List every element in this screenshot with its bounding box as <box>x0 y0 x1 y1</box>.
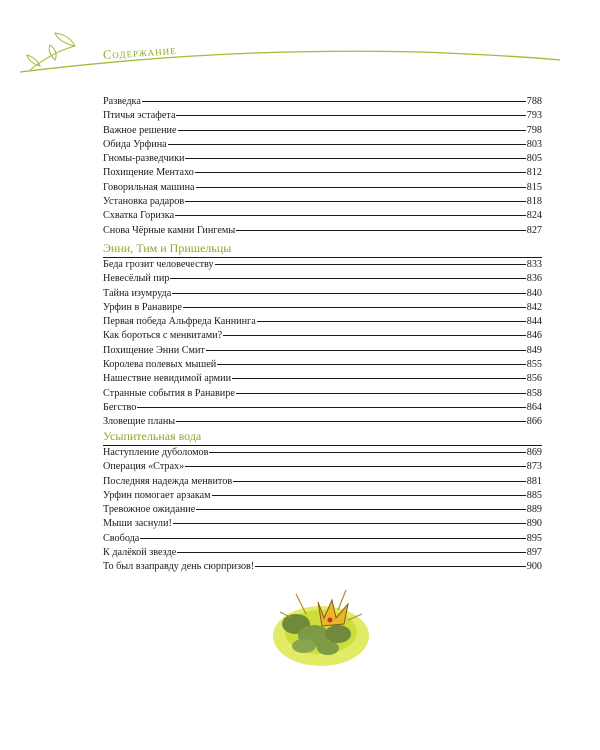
toc-entry-page: 840 <box>526 287 542 299</box>
toc-entry <box>103 315 542 329</box>
toc-section-3 <box>103 428 542 575</box>
toc-leader-line <box>176 115 525 116</box>
toc-leader-line <box>215 264 526 265</box>
toc-leader-line <box>196 509 525 510</box>
toc-section-2 <box>103 240 542 430</box>
toc-leader-line <box>196 187 526 188</box>
toc-leader-line <box>185 158 525 159</box>
section-heading: Усыпительная вода <box>103 428 542 446</box>
toc-entry-page: 873 <box>526 461 542 473</box>
toc-entry-title: Важное решение <box>103 124 177 136</box>
toc-entry-title: Наступление дуболомов <box>103 447 209 458</box>
toc-entry-title: Беда грозит человечеству <box>103 259 214 270</box>
toc-entry-page: 866 <box>526 416 542 428</box>
toc-leader-line <box>142 101 526 102</box>
toc-entry <box>103 517 542 531</box>
toc-entry-page: 890 <box>526 518 542 530</box>
toc-leader-line <box>236 393 526 394</box>
toc-entry-page: 869 <box>526 447 542 458</box>
toc-entry <box>103 401 542 415</box>
toc-leader-line <box>176 421 526 422</box>
toc-entry <box>103 446 542 460</box>
toc-entry <box>103 95 542 109</box>
toc-entry-page: 864 <box>526 401 542 413</box>
toc-entry <box>103 287 542 301</box>
toc-entry-title: Разведка <box>103 96 141 107</box>
toc-entry-title: То был взаправду день сюрпризов! <box>103 561 255 573</box>
toc-entry <box>103 387 542 401</box>
toc-leader-line <box>236 230 526 231</box>
toc-leader-line <box>185 466 526 467</box>
toc-entry <box>103 224 542 238</box>
toc-entry-page: 827 <box>526 224 542 236</box>
toc-entry-page: 805 <box>526 153 542 165</box>
toc-entry <box>103 138 542 152</box>
toc-entry-page: 897 <box>526 547 542 559</box>
toc-entry <box>103 344 542 358</box>
toc-entry-title: Снова Чёрные камни Гингемы <box>103 224 236 236</box>
toc-leader-line <box>232 378 526 379</box>
toc-entry-title: Гномы-разведчики <box>103 153 185 165</box>
toc-entry-page: 824 <box>526 210 542 222</box>
toc-entry <box>103 460 542 474</box>
toc-entry-page: 855 <box>526 359 542 371</box>
toc-entry-page: 793 <box>526 110 542 122</box>
toc-entry-title: Говорильная машина <box>103 181 195 193</box>
toc-entry-page: 858 <box>526 387 542 399</box>
toc-entry-title: Невесёлый пир <box>103 273 170 285</box>
toc-leader-line <box>168 144 526 145</box>
toc-entry-title: Свобода <box>103 532 140 544</box>
toc-entry-page: 815 <box>526 181 542 193</box>
toc-entry-page: 900 <box>526 561 542 573</box>
toc-entry-page: 833 <box>526 259 542 270</box>
toc-leader-line <box>170 278 525 279</box>
toc-entry <box>103 272 542 286</box>
toc-leader-line <box>209 452 525 453</box>
toc-leader-line <box>233 481 526 482</box>
toc-entry-page: 895 <box>526 532 542 544</box>
toc-leader-line <box>223 335 526 336</box>
toc-entry <box>103 503 542 517</box>
toc-entry-title: Птичья эстафета <box>103 110 176 122</box>
toc-leader-line <box>183 307 526 308</box>
toc-entry-page: 788 <box>526 96 542 107</box>
toc-leader-line <box>173 523 526 524</box>
toc-entry-title: Нашествие невидимой армии <box>103 373 232 385</box>
toc-entry-page: 842 <box>526 301 542 313</box>
toc-entry <box>103 195 542 209</box>
toc-entry <box>103 546 542 560</box>
page-header-title: Содержание <box>102 42 178 62</box>
toc-entry-title: Урфин помогает арзакам <box>103 489 211 501</box>
toc-entry-title: Мыши заснули! <box>103 518 172 530</box>
toc-entry-title: К далёкой звезде <box>103 547 177 559</box>
toc-entry-page: 846 <box>526 330 542 342</box>
toc-entry <box>103 209 542 223</box>
toc-entry-title: Похищение Энни Смит <box>103 344 205 356</box>
toc-entry <box>103 181 542 195</box>
toc-leader-line <box>140 538 525 539</box>
toc-leader-line <box>212 495 526 496</box>
toc-entry <box>103 532 542 546</box>
toc-entry-title: Установка радаров <box>103 196 185 208</box>
toc-entry-page: 812 <box>526 167 542 179</box>
toc-entry <box>103 560 542 574</box>
toc-entry-title: Схватка Горизка <box>103 210 175 222</box>
toc-leader-line <box>137 407 525 408</box>
toc-entry-title: Бегство <box>103 401 137 413</box>
toc-entry <box>103 475 542 489</box>
toc-leader-line <box>185 201 526 202</box>
toc-entry-title: Королева полевых мышей <box>103 359 217 371</box>
toc-entry-page: 803 <box>526 138 542 150</box>
toc-entry-page: 836 <box>526 273 542 285</box>
toc-entry <box>103 372 542 386</box>
toc-leader-line <box>172 293 525 294</box>
toc-entry-title: Обида Урфина <box>103 138 167 150</box>
toc-entry-title: Зловещие планы <box>103 416 176 428</box>
toc-leader-line <box>195 172 526 173</box>
section-heading: Энни, Тим и Пришельцы <box>103 240 542 258</box>
toc-leader-line <box>177 552 525 553</box>
toc-leader-line <box>217 364 526 365</box>
toc-entry <box>103 301 542 315</box>
toc-entry <box>103 109 542 123</box>
toc-leader-line <box>206 350 526 351</box>
toc-entry-page: 818 <box>526 196 542 208</box>
toc-entry <box>103 329 542 343</box>
toc-entry-title: Похищение Ментахо <box>103 167 194 179</box>
toc-entry <box>103 489 542 503</box>
toc-entry <box>103 124 542 138</box>
toc-entry-title: Урфин в Ранавире <box>103 301 182 313</box>
toc-entry-page: 844 <box>526 316 542 328</box>
toc-leader-line <box>255 566 525 567</box>
toc-entry-page: 881 <box>526 475 542 487</box>
toc-entry-title: Как бороться с менвитами? <box>103 330 223 342</box>
toc-leader-line <box>175 215 526 216</box>
vine-leaf-ornament-icon <box>0 0 600 90</box>
toc-entry <box>103 166 542 180</box>
toc-entry-page: 849 <box>526 344 542 356</box>
toc-entry-title: Первая победа Альфреда Каннинга <box>103 316 256 328</box>
toc-entry <box>103 258 542 272</box>
toc-entry-title: Тревожное ожидание <box>103 504 196 516</box>
toc-entry <box>103 358 542 372</box>
toc-leader-line <box>257 321 526 322</box>
toc-entry-page: 885 <box>526 489 542 501</box>
toc-leader-line <box>178 130 526 131</box>
toc-entry-title: Тайна изумруда <box>103 287 172 299</box>
toc-entry-page: 889 <box>526 504 542 516</box>
crown-on-stones-illustration-icon <box>266 574 376 669</box>
toc-section-1 <box>103 95 542 238</box>
toc-entry <box>103 152 542 166</box>
toc-entry-title: Операция «Страх» <box>103 461 185 473</box>
toc-entry-page: 856 <box>526 373 542 385</box>
toc-entry-page: 798 <box>526 124 542 136</box>
toc-entry-title: Последняя надежда менвитов <box>103 475 233 487</box>
toc-entry-title: Странные события в Ранавире <box>103 387 235 399</box>
